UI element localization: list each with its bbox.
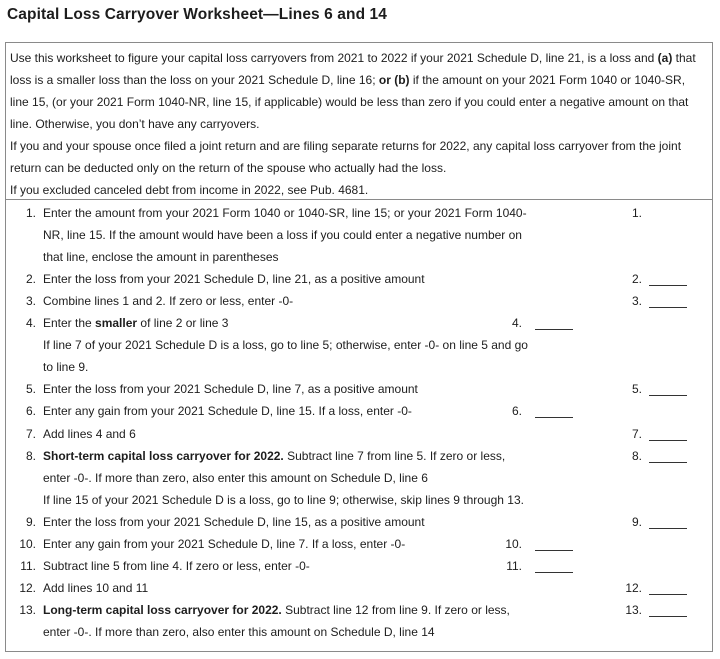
- note-text: to line 9.: [43, 360, 89, 375]
- line-text: Add lines 10 and 11: [43, 580, 149, 595]
- line-number: 12.: [19, 580, 36, 595]
- instructions-paragraph-3: If you excluded canceled debt from income in 2022, see Pub. 4681.: [10, 183, 369, 197]
- line-entry-label: 7.: [631, 426, 642, 441]
- note-text: If line 15 of your 2021 Schedule D is a loss, go to line 9; otherwise, skip lines 9 through 13.: [43, 492, 524, 507]
- line-entry-field[interactable]: [535, 402, 573, 418]
- line-text-part: Enter the: [43, 316, 96, 331]
- line-number: 11.: [20, 558, 36, 573]
- note-text: If line 7 of your 2021 Schedule D is a loss, go to line 5; otherwise, enter -0- on line 5 and go: [43, 338, 528, 353]
- line-entry-label: 1.: [631, 206, 642, 220]
- line-number: 6.: [25, 404, 36, 419]
- line-entry-label: 8.: [631, 448, 642, 463]
- line-entry-field[interactable]: [649, 292, 687, 308]
- worksheet-instructions: [10, 47, 706, 201]
- line-entry-field[interactable]: [649, 579, 687, 595]
- instructions-paragraph-2: If you and your spouse once filed a joint return and are filing separate returns for 2022, any capital loss carryover from the joint return can be deducted only on the return of the spouse who actually had the loss.: [10, 139, 682, 175]
- line-entry-field[interactable]: [649, 513, 687, 529]
- section-divider: [5, 199, 713, 200]
- line-heading: Short-term capital loss carryover for 2022.: [43, 448, 284, 463]
- line-number: 1.: [25, 206, 36, 220]
- line-text: Enter any gain from your 2021 Schedule D, line 15. If a loss, enter -0-: [43, 404, 412, 419]
- line-description: [43, 202, 603, 268]
- line-description: [43, 423, 603, 445]
- line-text: enter -0-. If more than zero, also enter this amount on Schedule D, line 14: [43, 624, 435, 639]
- line-text-part: of line 2 or line 3: [137, 316, 229, 331]
- line-text: that line, enclose the amount in parentheses: [43, 250, 279, 264]
- line-entry-label: 10.: [505, 536, 522, 551]
- line-entry-label: 6.: [511, 404, 522, 419]
- line-text: Add lines 4 and 6: [43, 426, 136, 441]
- line-number: 4.: [25, 316, 36, 331]
- line-entry-field[interactable]: [535, 535, 573, 551]
- line-text: Enter the loss from your 2021 Schedule D, line 15, as a positive amount: [43, 514, 425, 529]
- line-description: [43, 378, 603, 400]
- line-entry-field[interactable]: [535, 314, 573, 330]
- line-entry-field[interactable]: [535, 557, 573, 573]
- line-heading: Long-term capital loss carryover for 2022.: [43, 602, 282, 617]
- line-description: [43, 577, 603, 599]
- line-text: NR, line 15. If the amount would have been a loss if you could enter a negative number on: [43, 228, 522, 242]
- line-note: [43, 334, 603, 378]
- line-number: 5.: [25, 382, 36, 397]
- line-entry-label: 2.: [631, 272, 642, 287]
- line-number: 3.: [25, 294, 36, 309]
- line-number: 7.: [25, 426, 36, 441]
- line-description: [43, 511, 603, 533]
- line-entry-label: 5.: [631, 382, 642, 397]
- line-text: Combine lines 1 and 2. If zero or less, enter -0-: [43, 294, 294, 309]
- line-description: [43, 290, 603, 312]
- line-text: Enter any gain from your 2021 Schedule D, line 7. If a loss, enter -0-: [43, 536, 406, 551]
- line-entry-field[interactable]: [649, 425, 687, 441]
- line-entry-label: 9.: [631, 514, 642, 529]
- line-number: 13.: [19, 602, 36, 617]
- line-text-part: Subtract line 7 from line 5. If zero or less,: [283, 448, 506, 463]
- line-text: enter -0-. If more than zero, also enter this amount on Schedule D, line 6: [43, 470, 428, 485]
- line-description: [43, 445, 603, 489]
- instructions-paragraph-1: Use this worksheet to figure your capital loss carryovers from 2021 to 2022 if your 2021 Schedule D, line 21, is a loss and (a) that loss is a smaller loss than the loss on your 2021 Schedule D, line 16; or (b) if the amount on your 2021 Form 1040 or 1040-SR, line 15, (or your 2021 Form 1040-NR, line 15, if applicable) would be less than zero if you could enter a negative amount on that line. Otherwise, you don’t have any carryovers.: [10, 51, 696, 131]
- line-entry-field[interactable]: [649, 380, 687, 396]
- line-text: Enter the amount from your 2021 Form 1040 or 1040-SR, line 15; or your 2021 Form 1040-: [43, 206, 527, 220]
- line-text: [43, 445, 603, 467]
- line-number: 9.: [25, 514, 36, 529]
- line-number: 2.: [25, 272, 36, 287]
- line-text: [43, 599, 603, 621]
- line-entry-field[interactable]: [649, 270, 687, 286]
- line-text-emphasis: smaller: [95, 316, 138, 331]
- line-text: Enter the loss from your 2021 Schedule D, line 7, as a positive amount: [43, 382, 418, 397]
- line-entry-label: 4.: [511, 316, 522, 331]
- line-description: [43, 599, 603, 643]
- line-text: Enter the loss from your 2021 Schedule D, line 21, as a positive amount: [43, 272, 425, 287]
- line-entry-field[interactable]: [649, 447, 687, 463]
- line-text-part: Subtract line 12 from line 9. If zero or less,: [281, 602, 510, 617]
- line-entry-label: 3.: [631, 294, 642, 309]
- line-note: [43, 489, 603, 511]
- line-text: Subtract line 5 from line 4. If zero or less, enter -0-: [43, 558, 310, 573]
- line-entry-field[interactable]: [649, 601, 687, 617]
- line-number: 8.: [25, 448, 36, 463]
- line-number: 10.: [19, 536, 36, 551]
- worksheet-title: Capital Loss Carryover Worksheet—Lines 6 and 14: [7, 6, 387, 23]
- line-entry-label: 11.: [506, 558, 522, 573]
- line-entry-label: 12.: [625, 580, 642, 595]
- line-entry-label: 13.: [625, 602, 642, 617]
- line-description: [43, 268, 603, 290]
